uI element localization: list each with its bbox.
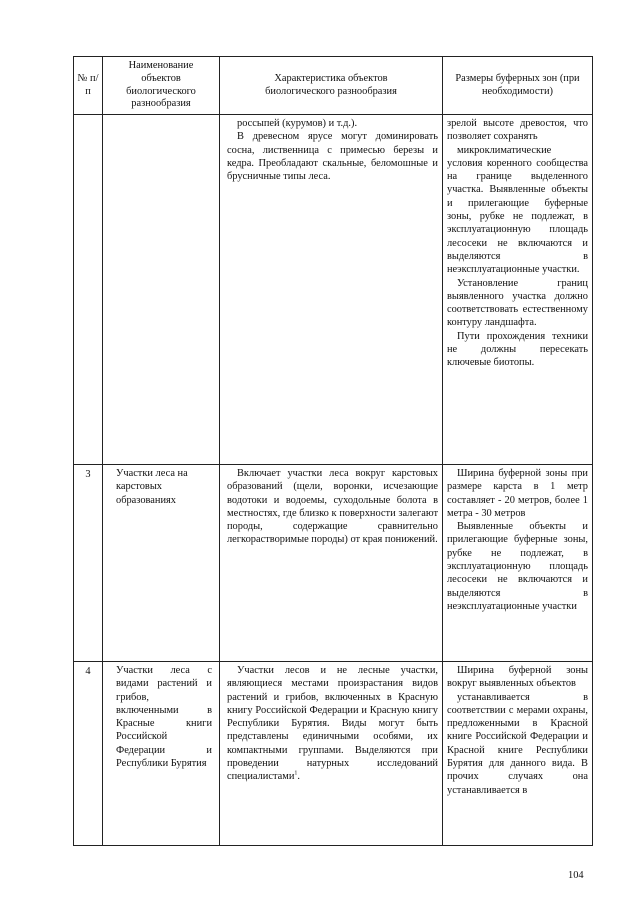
row-cont-name [103, 115, 220, 465]
row-cont-buf-p4: Пути прохождения техники не должны пересекать ключевые биотопы. [447, 330, 588, 369]
row-cont-num [74, 115, 103, 465]
row3-buf-p2: Выявленные объекты и прилегающие буферные зоны, рубке не подлежат, в эксплуатационную площадь лесосеки не включаются и выделяются в неэксплуатационные участки [447, 521, 588, 612]
row-cont-buf-p2: микроклиматические условия коренного сообщества на границе выделенного участка. Выявленные объекты и прилегающие буферные зоны, рубке не подлежат, в эксплуатационную площадь лесосеки не включаются и выделяются в неэксплуатационные участки. [447, 144, 588, 276]
row4-buffer [443, 662, 593, 846]
row3-num: 3 [74, 465, 103, 662]
table-row [74, 662, 593, 846]
row4-name [103, 662, 220, 846]
header-characteristic: Характеристика объектов биологического разнообразия [220, 57, 443, 115]
row-cont-char-p1: россыпей (курумов) и т.д.). [237, 118, 358, 129]
row4-char-body: Участки лесов и не лесные участки, являющиеся местами произрастания видов растений и грибов, включенных в Красную книгу Российской Федерации и Красную книгу Республики Бурятия. Виды могут быть представлены единичными особями, их компактными группами. Выделяются при проведении натурных исследований специалистами [227, 665, 438, 783]
page-number: 104 [568, 870, 584, 881]
biodiversity-table [73, 56, 593, 846]
row3-characteristic [220, 465, 443, 662]
row4-name-text: Участки леса с видами растений и грибов, включенными в Красные книги Российской Федерации и Республики Бурятия [116, 665, 212, 770]
row3-buffer [443, 465, 593, 662]
table-row [74, 115, 593, 465]
row3-name [103, 465, 220, 662]
table-header-row [74, 57, 593, 115]
header-num: № п/п [74, 57, 103, 115]
footnote-ref: 1 [294, 770, 298, 777]
header-name: Наименование объектов биологического разнообразия [103, 57, 220, 115]
row-cont-characteristic [220, 115, 443, 465]
row4-characteristic [220, 662, 443, 846]
row4-buf-p2: устанавливается в соответствии с мерами охраны, предложенными в Красной книге Российской Федерации и Красной книге Республики Бурятия для данного вида. В прочих случаях она устанавливается в [447, 691, 588, 796]
row-cont-char-p2: В древесном ярусе могут доминировать сосна, лиственница с примесью березы и кедра. Преобладают скальные, беломошные и брусничные типы леса. [227, 131, 438, 183]
row3-char-text: Включает участки леса вокруг карстовых образований (щели, воронки, исчезающие водотоки и водоемы, суходольные болота в местностях, где близко к поверхности залегают породы, содержащие сравнительно легкорастворимые породы) от края понижений. [227, 468, 438, 546]
row-cont-buffer [443, 115, 593, 465]
row3-buf-p1: Ширина буферной зоны при размере карста в 1 метр составляет - 20 метров, более 1 метра - 30 метров [447, 468, 588, 519]
table-row [74, 465, 593, 662]
row-cont-buf-p1: зрелой высоте древостоя, что позволяет сохранять [447, 118, 588, 143]
row4-num: 4 [74, 662, 103, 846]
row3-name-text: Участки леса на карстовых образованиях [116, 468, 188, 506]
row4-char-text: Участки лесов и не лесные участки, являющиеся местами произрастания видов растений и грибов, включенных в Красную книгу Российской Федерации и Красную книгу Республики Бурятия. Виды могут быть представлены единичными особями, их компактными группами. Выделяются при проведении натурных исследований специалистами$^1$. [227, 665, 438, 783]
row4-buf-p1: Ширина буферной зоны вокруг выявленных объектов [447, 665, 588, 690]
row-cont-buf-p3: Установление границ выявленного участка должно соответствовать естественному контуру ландшафта. [447, 277, 588, 329]
header-buffer: Размеры буферных зон (при необходимости) [443, 57, 593, 115]
